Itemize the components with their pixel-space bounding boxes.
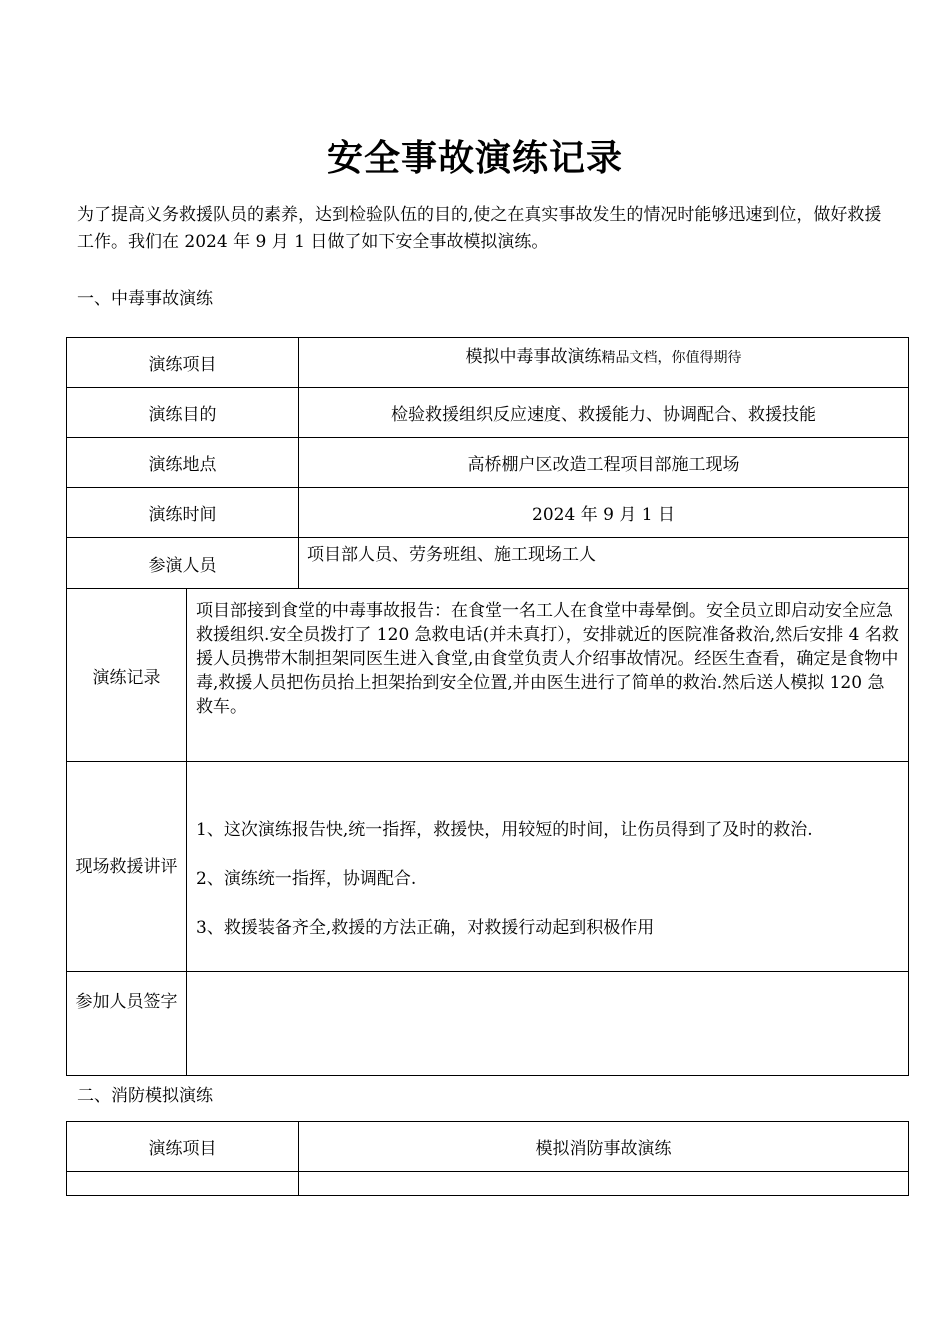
purpose-value: 检验救援组织反应速度、救援能力、协调配合、救援技能	[299, 388, 909, 438]
signature-label: 参加人员签字	[67, 972, 187, 1076]
table-row	[67, 589, 909, 762]
table-row	[67, 438, 909, 488]
table-row	[67, 762, 909, 972]
record-value: 项目部接到食堂的中毒事故报告：在食堂一名工人在食堂中毒晕倒。安全员立即启动安全应急救援组织.安全员拨打了 120 急救电话(并未真打），安排就近的医院准备救治,然后安排 4 名救援人员携带木制担架同医生进入食堂,由食堂负责人介绍事故情况。经医生查看，确定是食物中毒,救援人员把伤员抬上担架抬到安全位置,并由医生进行了简单的救治.然后送人模拟 120 急救车。	[187, 589, 909, 762]
project-value-cell	[299, 338, 909, 388]
review-items	[187, 762, 909, 972]
page-title: 安全事故演练记录	[326, 137, 623, 179]
review-label: 现场救援讲评	[67, 762, 187, 972]
review-item: 3、救援装备齐全,救援的方法正确，对救援行动起到积极作用	[196, 918, 655, 938]
empty-cell	[67, 1172, 299, 1196]
poisoning-drill-table	[66, 337, 909, 1076]
table-row	[67, 388, 909, 438]
location-value: 高桥棚户区改造工程项目部施工现场	[299, 438, 909, 488]
table-row	[67, 972, 909, 1076]
record-label: 演练记录	[67, 589, 187, 762]
table-row	[67, 338, 909, 388]
empty-cell	[299, 1172, 909, 1196]
intro-paragraph: 为了提高义务救援队员的素养，达到检验队伍的目的,使之在真实事故发生的情况时能够迅速到位，做好救援工作。我们在 2024 年 9 月 1 日做了如下安全事故模拟演练。	[77, 205, 882, 252]
table-row	[67, 1172, 909, 1196]
section-heading-fire: 二、消防模拟演练	[77, 1086, 213, 1106]
people-label: 参演人员	[67, 538, 299, 589]
time-label: 演练时间	[67, 488, 299, 538]
fire-project-label: 演练项目	[67, 1122, 299, 1172]
table-row	[67, 538, 909, 589]
time-value: 2024 年 9 月 1 日	[299, 488, 909, 538]
signature-field[interactable]	[187, 972, 909, 1076]
project-value: 模拟中毒事故演练	[465, 347, 602, 367]
review-item: 1、这次演练报告快,统一指挥，救援快，用较短的时间，让伤员得到了及时的救治.	[196, 820, 813, 840]
fire-project-value: 模拟消防事故演练	[299, 1122, 909, 1172]
table-row	[67, 488, 909, 538]
section-heading-poisoning: 一、中毒事故演练	[77, 289, 213, 309]
purpose-label: 演练目的	[67, 388, 299, 438]
location-label: 演练地点	[67, 438, 299, 488]
people-value: 项目部人员、劳务班组、施工现场工人	[299, 538, 909, 589]
table-row	[67, 1122, 909, 1172]
fire-drill-table	[66, 1121, 909, 1196]
review-item: 2、演练统一指挥，协调配合.	[196, 869, 417, 889]
project-label: 演练项目	[67, 338, 299, 388]
project-note: 精品文档，你值得期待	[601, 350, 742, 366]
